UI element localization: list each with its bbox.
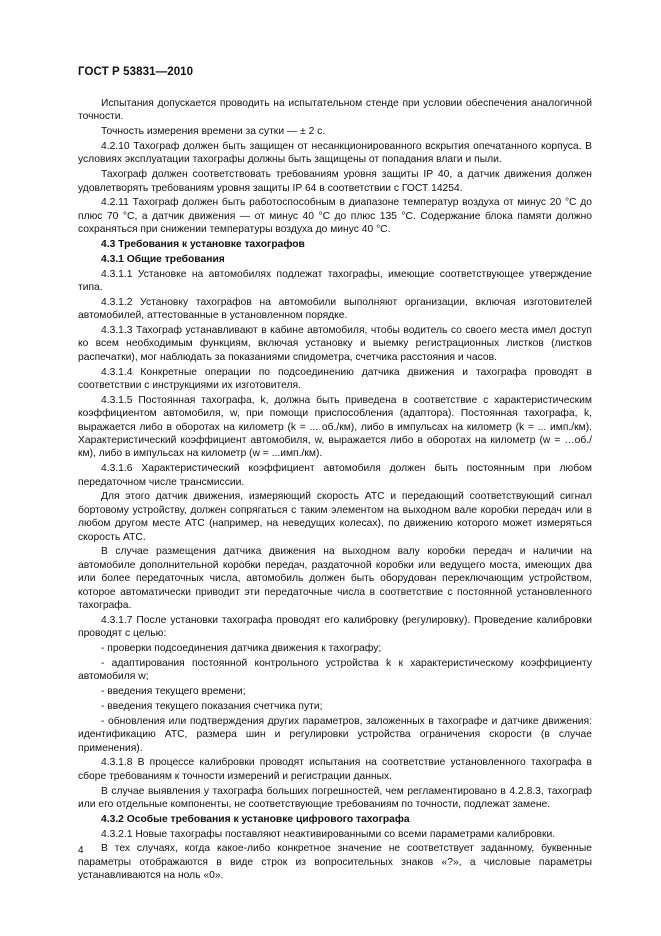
- paragraph: 4.2.10 Тахограф должен быть защищен от несанкционированного вскрытия опечатанного корпуса. В условиях эксплуатации тахографы должны быть защищены от попадания влаги и пыли.: [78, 141, 592, 166]
- paragraph: 4.3.1.5 Постоянная тахографа, k, должна быть приведена в соответствие с характеристическим коэффициентом автомобиля, w, при помощи приспособления (адаптора). Постоянная тахографа, k, выражается либо в оборотах на километр (k = ... об./км), либо в импульсах на километр (k = ... имп./км). Характеристический коэффициент автомобиля, w, выражается либо в оборотах на километр (w = …об./км), либо в импульсах на километр (w = ...имп./км).: [78, 394, 592, 460]
- document-header: ГОСТ Р 53831—2010: [78, 66, 194, 78]
- list-item: - проверки подсоединения датчика движения к тахографу;: [101, 643, 382, 655]
- paragraph: 4.3.1.4 Конкретные операции по подсоединению датчика движения и тахографа проводят в соответствии с инструкциями их изготовителя.: [78, 366, 592, 392]
- paragraph: В тех случаях, когда какое-либо конкретное значение не соответствует заданному, буквенные параметры отображаются в виде строк из вопросительных знаков «?», а числовые параметры устанавливаются на ноль «0».: [78, 843, 592, 882]
- paragraph: 4.3.1.6 Характеристический коэффициент автомобиля должен быть постоянным при любом передаточном числе трансмиссии.: [78, 463, 592, 488]
- list-item: - адаптирования постоянной контрольного устройства k к характеристическому коэффициенту автомобиля w;: [78, 657, 592, 683]
- paragraph: В случае размещения датчика движения на выходном валу коробки передач и наличии на автомобиле дополнительной коробки передач, раздаточной коробки или ведущего моста, имеющих два или более передаточных числа, автомобиль должен быть оборудован переключающим устройством, которое автоматически приводит эти передаточные числа в соответствие с постоянной установленного тахографа.: [78, 546, 592, 612]
- page-number: 4: [78, 845, 84, 856]
- subsection-heading: 4.3.2 Особые требования к установке цифрового тахографа: [101, 813, 410, 825]
- paragraph: В случае выявления у тахографа больших погрешностей, чем регламентировано в 4.2.8.3, тахограф или его отдельные компоненты, не соответствующие требованиям по точности, подлежат замене.: [78, 785, 592, 810]
- subsection-heading: 4.3.1 Общие требования: [101, 253, 225, 265]
- paragraph: Для этого датчик движения, измеряющий скорость АТС и передающий соответствующий сигнал бортовому устройству, должен сопрягаться с таким элементом на выходном вале коробки передач или в любом другом месте АТС (например, на неведущих колесах), по движению которого может измеряться скорость АТС.: [78, 491, 592, 543]
- paragraph: 4.3.2.1 Новые тахографы поставляют неактивированными со всеми параметрами калибровки.: [101, 828, 556, 840]
- paragraph: 4.3.1.1 Установке на автомобилях подлежат тахографы, имеющие соответствующее утверждение типа.: [78, 268, 592, 294]
- paragraph: 4.3.1.7 После установки тахографа проводят его калибровку (регулировку). Проведение калибровки проводят с целью:: [78, 614, 592, 640]
- paragraph: 4.3.1.3 Тахограф устанавливают в кабине автомобиля, чтобы водитель со своего места имел доступ ко всем необходимым функциям, включая установку и выемку регистрационных листков (листков распечатки), мог наблюдать за показаниями спидометра, счетчика расстояния и часов.: [78, 325, 592, 363]
- paragraph: Точность измерения времени за сутки — ± 2 с.: [101, 126, 326, 138]
- list-item: - введения текущего показания счетчика пути;: [101, 700, 323, 712]
- list-item: - обновления или подтверждения других параметров, заложенных в тахографе и датчике движения: идентификацию АТС, размера шин и регулировки устройства ограничения скорости (в случае применения).: [78, 715, 592, 754]
- paragraph: Тахограф должен соответствовать требованиям уровня защиты IP 40, а датчик движения должен удовлетворять требованиям уровня защиты IP 64 в соответствии с ГОСТ 14254.: [78, 169, 592, 194]
- list-item: - введения текущего времени;: [101, 686, 246, 698]
- paragraph: 4.3.1.8 В процессе калибровки проводят испытания на соответствие установленного тахографа в сборе требованиям к точности измерений и регистрации данных.: [78, 757, 592, 782]
- document-body: [78, 97, 592, 884]
- paragraph: 4.3.1.2 Установку тахографов на автомобили выполняют организации, включая изготовителей автомобилей, аттестованные в установленном порядке.: [78, 296, 592, 322]
- section-heading: 4.3 Требования к установке тахографов: [101, 239, 305, 251]
- paragraph: Испытания допускается проводить на испытательном стенде при условии обеспечения аналогичной точности.: [78, 98, 592, 123]
- paragraph: 4.2.11 Тахограф должен быть работоспособным в диапазоне температур воздуха от минус 20 °С до плюс 70 °С, а датчик движения — от минус 40 °С до плюс 135 °С. Содержание блока памяти должно сохраняться при снижении температуры воздуха до минус 40 °С.: [78, 197, 592, 236]
